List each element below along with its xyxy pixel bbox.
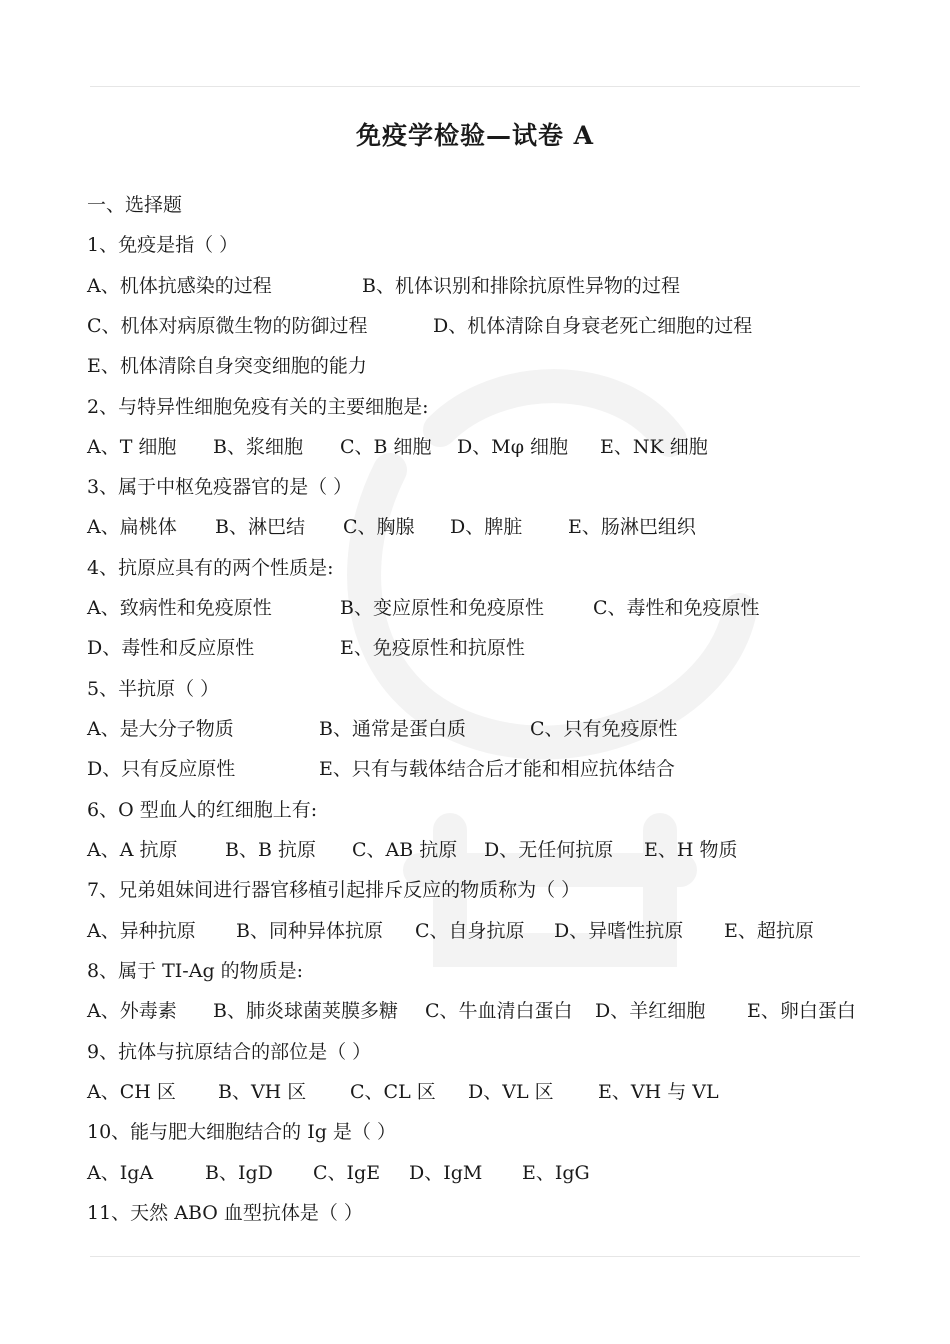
- options-row: [87, 1077, 719, 1107]
- option: A、机体抗感染的过程: [87, 275, 272, 297]
- option: B、IgD: [205, 1162, 273, 1184]
- option: D、只有反应原性: [87, 758, 236, 780]
- bottom-rule: [90, 1256, 860, 1257]
- option: B、肺炎球菌荚膜多糖: [213, 1000, 398, 1022]
- option: A、扁桃体: [87, 516, 177, 538]
- question-5: 5、半抗原（ ）: [87, 678, 220, 700]
- option: B、淋巴结: [215, 516, 305, 538]
- option: B、变应原性和免疫原性: [340, 597, 544, 619]
- option: A、外毒素: [87, 1000, 177, 1022]
- option: C、IgE: [313, 1162, 381, 1184]
- options-row: [87, 271, 680, 301]
- options-row: [87, 633, 525, 663]
- option: D、VL 区: [468, 1081, 554, 1103]
- option: A、异种抗原: [87, 920, 196, 942]
- option: E、机体清除自身突变细胞的能力: [87, 355, 367, 377]
- option: C、牛血清白蛋白: [425, 1000, 573, 1022]
- top-rule: [90, 86, 860, 87]
- options-row: [87, 916, 814, 946]
- section-heading: 一、选择题: [87, 194, 183, 216]
- option: E、NK 细胞: [600, 436, 708, 458]
- option: A、是大分子物质: [87, 718, 234, 740]
- options-row: [87, 1158, 590, 1188]
- options-row: [87, 835, 737, 865]
- options-row: [87, 512, 696, 542]
- options-row: [87, 996, 856, 1026]
- option: B、同种异体抗原: [236, 920, 383, 942]
- option: D、脾脏: [450, 516, 523, 538]
- option: A、A 抗原: [87, 839, 178, 861]
- question-9: 9、抗体与抗原结合的部位是（ ）: [87, 1041, 372, 1063]
- option: E、卵白蛋白: [747, 1000, 856, 1022]
- option: C、只有免疫原性: [530, 718, 678, 740]
- option: C、机体对病原微生物的防御过程: [87, 315, 368, 337]
- options-row: [87, 311, 752, 341]
- option: C、B 细胞: [340, 436, 432, 458]
- question-10: 10、能与肥大细胞结合的 Ig 是（ ）: [87, 1121, 396, 1143]
- option: D、机体清除自身衰老死亡细胞的过程: [433, 315, 753, 337]
- question-1: 1、免疫是指（ ）: [87, 234, 239, 256]
- option: A、致病性和免疫原性: [87, 597, 272, 619]
- option: E、VH 与 VL: [598, 1081, 719, 1103]
- option: C、胸腺: [343, 516, 415, 538]
- options-row: [87, 714, 678, 744]
- option: A、CH 区: [87, 1081, 176, 1103]
- question-6: 6、O 型血人的红细胞上有:: [87, 799, 318, 821]
- option: B、机体识别和排除抗原性异物的过程: [362, 275, 680, 297]
- page-title: 免疫学检验—试卷 A: [355, 121, 595, 150]
- option: B、通常是蛋白质: [319, 718, 466, 740]
- option: C、自身抗原: [415, 920, 525, 942]
- option: B、浆细胞: [213, 436, 303, 458]
- option: B、B 抗原: [225, 839, 316, 861]
- option: C、CL 区: [350, 1081, 436, 1103]
- options-row: [87, 351, 367, 381]
- option: E、H 物质: [644, 839, 738, 861]
- option: D、毒性和反应原性: [87, 637, 255, 659]
- option: D、异嗜性抗原: [554, 920, 684, 942]
- option: D、羊红细胞: [595, 1000, 706, 1022]
- option: E、只有与载体结合后才能和相应抗体结合: [319, 758, 675, 780]
- option: D、无任何抗原: [484, 839, 614, 861]
- option: B、VH 区: [218, 1081, 307, 1103]
- option: E、免疫原性和抗原性: [340, 637, 525, 659]
- option: E、超抗原: [724, 920, 814, 942]
- option: A、IgA: [87, 1162, 154, 1184]
- option: D、Mφ 细胞: [457, 436, 569, 458]
- question-11: 11、天然 ABO 血型抗体是（ ）: [87, 1202, 363, 1224]
- options-row: [87, 593, 760, 623]
- options-row: [87, 754, 675, 784]
- option: C、毒性和免疫原性: [593, 597, 760, 619]
- option: A、T 细胞: [87, 436, 177, 458]
- question-8: 8、属于 TI-Ag 的物质是:: [87, 960, 304, 982]
- option: C、AB 抗原: [352, 839, 458, 861]
- question-7: 7、兄弟姐妹间进行器官移植引起排斥反应的物质称为（ ）: [87, 879, 581, 901]
- options-row: [87, 432, 708, 462]
- question-3: 3、属于中枢免疫器官的是（ ）: [87, 476, 353, 498]
- option: E、IgG: [522, 1162, 590, 1184]
- question-4: 4、抗原应具有的两个性质是:: [87, 557, 334, 579]
- option: E、肠淋巴组织: [568, 516, 696, 538]
- question-2: 2、与特异性细胞免疫有关的主要细胞是:: [87, 396, 429, 418]
- option: D、IgM: [409, 1162, 483, 1184]
